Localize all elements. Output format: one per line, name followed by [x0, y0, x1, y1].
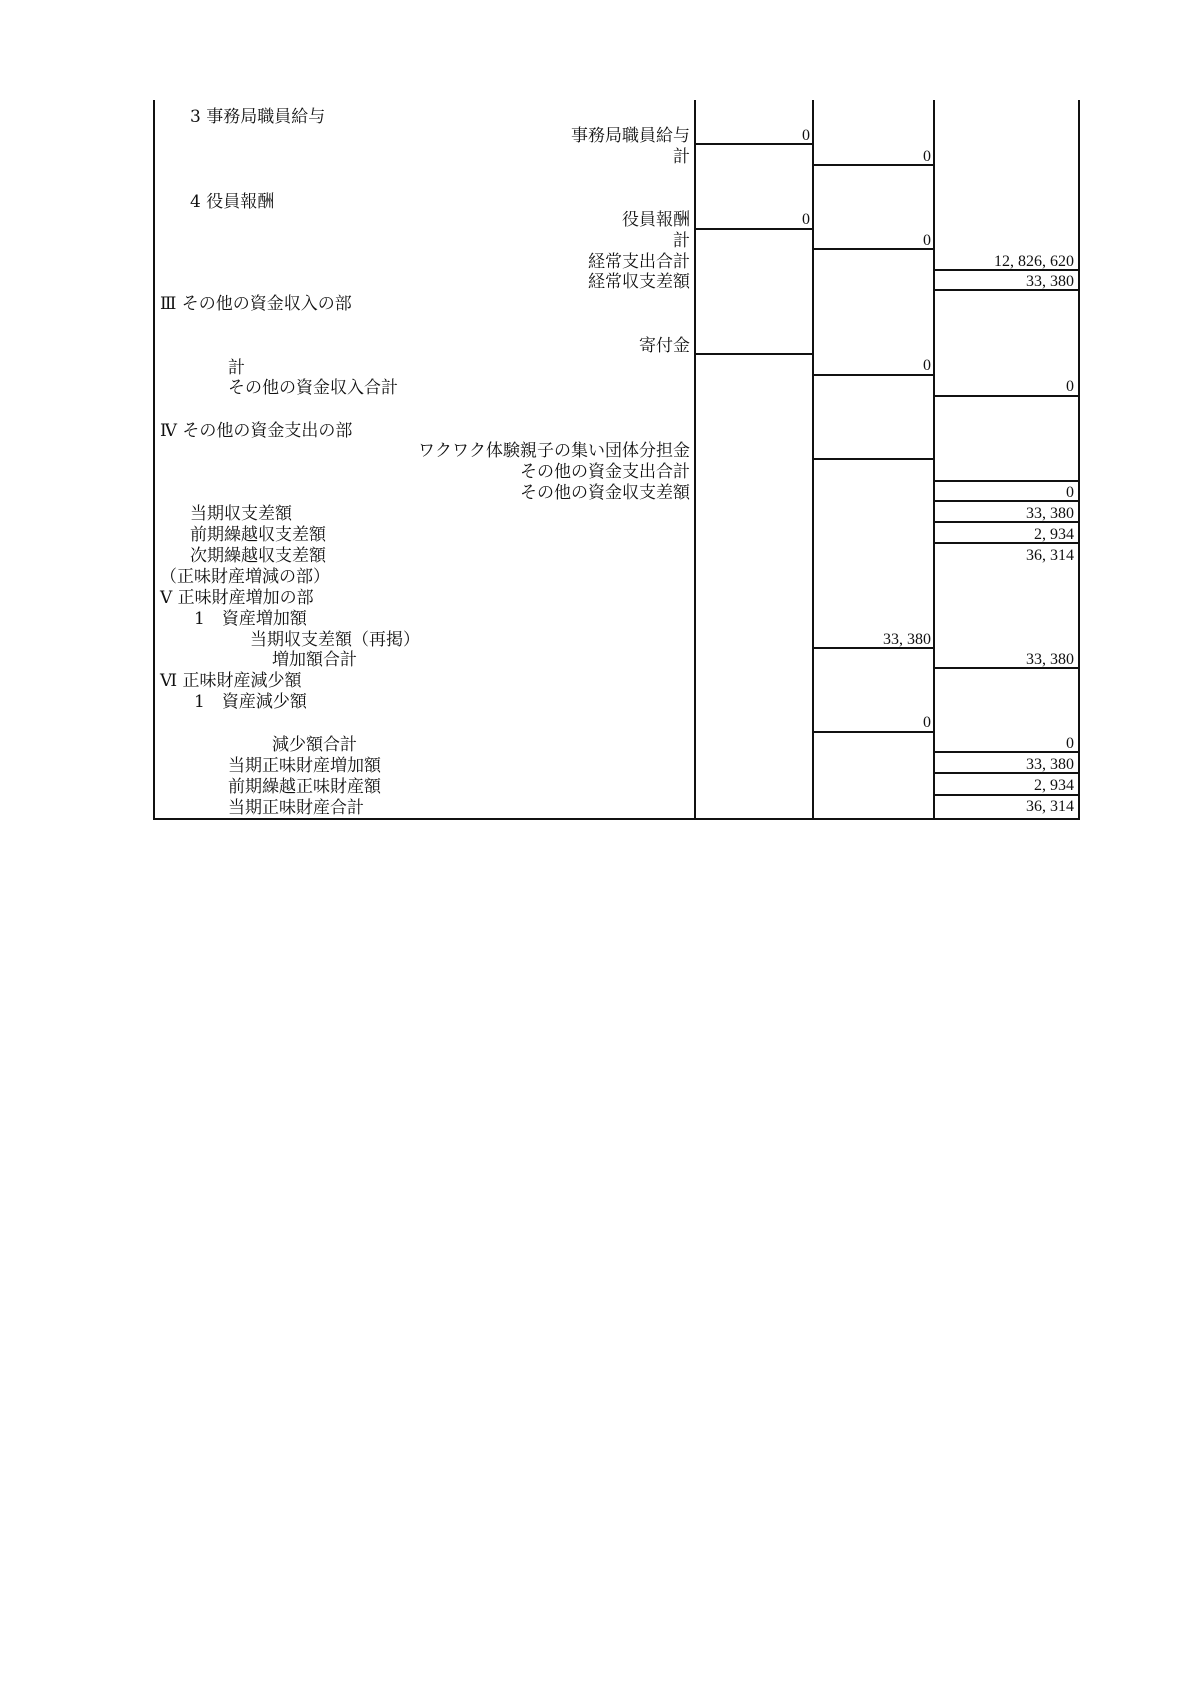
s-v-heading: Ⅴ 正味財産増加の部	[160, 588, 314, 608]
shomi-zoka-label: 当期正味財産増加額	[228, 756, 381, 776]
rule-wakuwaku	[812, 458, 933, 460]
zoka-gokei-label: 増加額合計	[272, 650, 357, 670]
s-iii-heading: Ⅲ その他の資金収入の部	[160, 294, 352, 314]
s4-item-label: 役員報酬	[622, 210, 690, 230]
toki-shomi-value: 36, 314	[1026, 798, 1074, 815]
s4-heading: 4 役員報酬	[190, 192, 275, 212]
s4-total-value: 0	[923, 232, 931, 249]
sonota-shunyu-label: その他の資金収入合計	[228, 378, 398, 398]
shomi-heading: （正味財産増減の部）	[160, 567, 330, 587]
right-border	[1078, 100, 1080, 820]
s3-item-value: 0	[802, 127, 810, 144]
rule-sonota-shishutsu	[933, 480, 1078, 482]
sonota-shishutsu-label: その他の資金支出合計	[520, 462, 690, 482]
keijo-sagaku-label: 経常収支差額	[588, 272, 690, 292]
col2-left-border	[812, 100, 814, 820]
sonota-shunyu-value: 0	[1066, 378, 1074, 395]
s-iv-heading: Ⅳ その他の資金支出の部	[160, 421, 353, 441]
kifukin-label: 寄付金	[639, 336, 690, 356]
toki-saikei-label: 当期収支差額（再掲）	[250, 630, 420, 650]
toki-saikei-value: 33, 380	[883, 631, 931, 648]
toki-shomi-label: 当期正味財産合計	[228, 798, 364, 818]
col1-left-border	[694, 100, 696, 820]
s3-heading: 3 事務局職員給与	[190, 107, 326, 127]
gensho-gokei-value: 0	[1066, 735, 1074, 752]
rule-kifukin	[694, 353, 812, 355]
toki-sagaku-label: 当期収支差額	[190, 504, 292, 524]
zenki-sagaku-value: 2, 934	[1034, 526, 1074, 543]
sonota-sagaku-label: その他の資金収支差額	[520, 483, 690, 503]
keijo-sagaku-value: 33, 380	[1026, 273, 1074, 290]
shomi-zoka-value: 33, 380	[1026, 756, 1074, 773]
zenki-shomi-value: 2, 934	[1034, 777, 1074, 794]
keijo-shishutsu-value: 12, 826, 620	[994, 253, 1074, 270]
s4-item-value: 0	[802, 211, 810, 228]
s3-total-value: 0	[923, 148, 931, 165]
shisan-gensho-label: 1 資産減少額	[194, 692, 307, 712]
jiki-sagaku-value: 36, 314	[1026, 547, 1074, 564]
jiki-sagaku-label: 次期繰越収支差額	[190, 546, 326, 566]
toki-sagaku-value: 33, 380	[1026, 505, 1074, 522]
s-iii-total-label: 計	[228, 358, 245, 378]
wakuwaku-label: ワクワク体験親子の集い団体分担金	[418, 441, 690, 461]
keijo-shishutsu-label: 経常支出合計	[588, 252, 690, 272]
s-iii-total-value: 0	[923, 357, 931, 374]
gensho-gokei-label: 減少額合計	[272, 735, 357, 755]
s-vi-heading: Ⅵ 正味財産減少額	[160, 671, 302, 691]
left-border	[153, 100, 155, 820]
shisan-zoka-label: 1 資産増加額	[194, 609, 307, 629]
s3-total-label: 計	[673, 147, 690, 167]
bottom-border	[153, 818, 1080, 820]
s4-total-label: 計	[673, 231, 690, 251]
zenki-sagaku-label: 前期繰越収支差額	[190, 525, 326, 545]
col3-left-border	[933, 100, 935, 820]
shisan-gensho-value: 0	[923, 714, 931, 731]
zenki-shomi-label: 前期繰越正味財産額	[228, 777, 381, 797]
sonota-sagaku-value: 0	[1066, 484, 1074, 501]
zoka-gokei-value: 33, 380	[1026, 651, 1074, 668]
s3-item-label: 事務局職員給与	[571, 126, 690, 146]
